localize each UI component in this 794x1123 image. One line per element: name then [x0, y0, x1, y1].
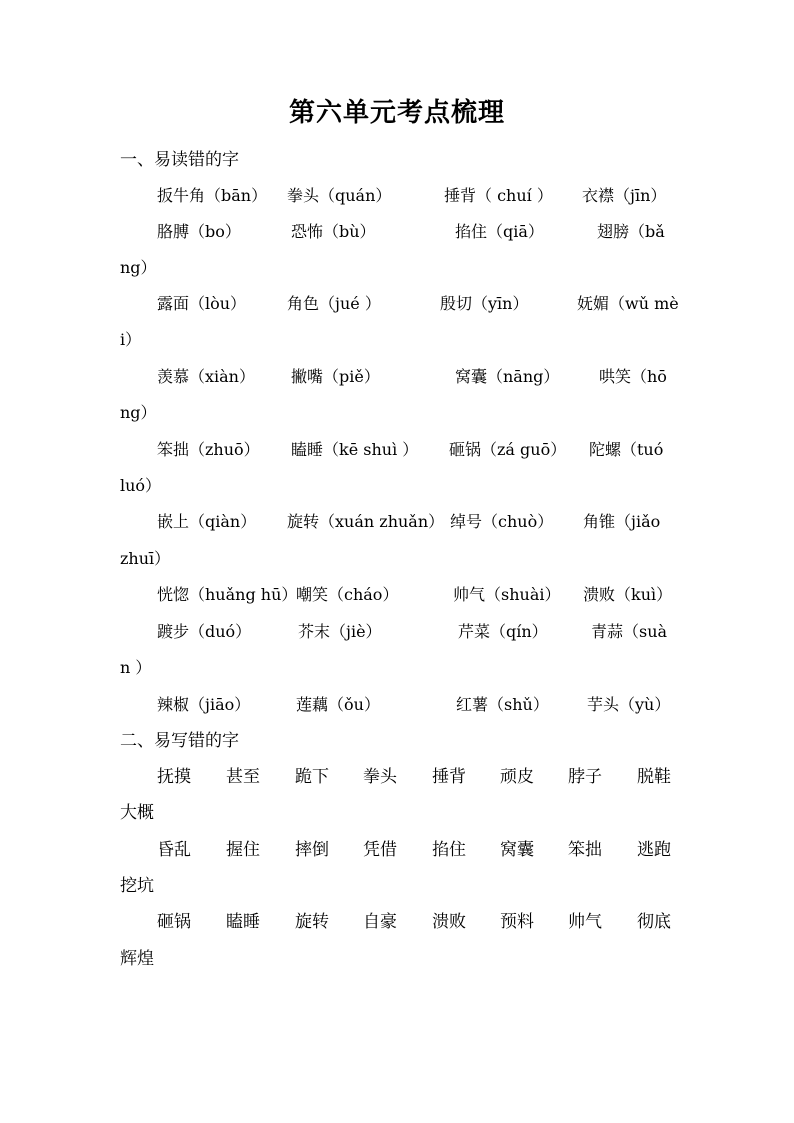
word-entry: 挖坑 [120, 876, 154, 896]
word-entry: 预料 [500, 912, 534, 932]
word-entry: 脱鞋 [637, 767, 671, 787]
section-heading-pronunciation: 一、易读错的字 [120, 150, 239, 170]
pinyin-entry: 芥末（jiè） [298, 622, 382, 641]
word-entry: 砸锅 [157, 912, 191, 932]
pinyin-entry: 陀螺（tuó [589, 440, 664, 459]
pinyin-entry: 砸锅（zá guō） [449, 440, 567, 459]
word-entry: 逃跑 [637, 840, 671, 860]
word-entry: 握住 [226, 840, 260, 860]
pinyin-entry: 窝囊（nāng） [455, 367, 560, 386]
word-entry: 拳头 [363, 767, 397, 787]
pinyin-entry: 露面（lòu） [157, 294, 247, 313]
pinyin-entry: 撇嘴（piě） [291, 367, 380, 386]
pinyin-wrap: luó） [120, 476, 162, 495]
pinyin-entry: 帅气（shuài） [453, 585, 561, 604]
word-entry: 跪下 [295, 767, 329, 787]
pinyin-wrap: n ） [120, 658, 152, 677]
pinyin-entry: 嘲笑（cháo） [296, 585, 399, 604]
pinyin-entry: 瞌睡（kē shuì ） [291, 440, 419, 459]
pinyin-entry: 嵌上（qiàn） [157, 512, 257, 531]
word-entry: 脖子 [568, 767, 602, 787]
word-entry: 笨拙 [568, 840, 602, 860]
pinyin-entry: 踱步（duó） [157, 622, 252, 641]
word-entry: 辉煌 [120, 949, 154, 969]
pinyin-entry: 芋头（yù） [587, 695, 671, 714]
word-entry: 彻底 [637, 912, 671, 932]
word-entry: 凭借 [363, 840, 397, 860]
pinyin-entry: 角色（jué ） [287, 294, 381, 313]
word-entry: 窝囊 [500, 840, 534, 860]
word-entry: 溃败 [432, 912, 466, 932]
pinyin-entry: 扳牛角（bān） [157, 186, 268, 205]
page-title: 第六单元考点梳理 [288, 98, 505, 128]
pinyin-entry: 辣椒（jiāo） [157, 695, 251, 714]
pinyin-entry: 红薯（shǔ） [456, 695, 549, 714]
pinyin-entry: 青蒜（suà [591, 622, 668, 641]
pinyin-entry: 胳膊（bo） [157, 222, 241, 241]
word-entry: 抚摸 [157, 767, 191, 787]
pinyin-entry: 笨拙（zhuō） [157, 440, 260, 459]
word-entry: 帅气 [568, 912, 602, 932]
pinyin-entry: 羡慕（xiàn） [157, 367, 255, 386]
pinyin-entry: 翅膀（bǎ [597, 222, 665, 241]
section-heading-writing: 二、易写错的字 [120, 731, 239, 751]
word-entry: 摔倒 [295, 840, 329, 860]
pinyin-entry: 妩媚（wǔ mè [577, 294, 679, 313]
word-entry: 自豪 [363, 912, 397, 932]
pinyin-entry: 角锥（jiǎo [583, 512, 661, 531]
pinyin-wrap: ng） [120, 403, 157, 422]
pinyin-entry: 恍惚（huǎng hū） [157, 585, 298, 604]
word-entry: 甚至 [226, 767, 260, 787]
word-entry: 顽皮 [500, 767, 534, 787]
pinyin-entry: 拳头（quán） [287, 186, 392, 205]
pinyin-entry: 哄笑（hō [599, 367, 667, 386]
pinyin-entry: 捶背（ chuí ） [444, 186, 553, 205]
pinyin-entry: 衣襟（jīn） [582, 186, 667, 205]
pinyin-entry: 旋转（xuán zhuǎn） [287, 512, 445, 531]
word-entry: 旋转 [295, 912, 329, 932]
pinyin-entry: 绰号（chuò） [450, 512, 554, 531]
pinyin-wrap: ng） [120, 258, 157, 277]
pinyin-entry: 恐怖（bù） [291, 222, 376, 241]
pinyin-entry: 莲藕（ǒu） [296, 695, 380, 714]
pinyin-entry: 掐住（qiā） [455, 222, 544, 241]
pinyin-entry: 溃败（kuì） [583, 585, 673, 604]
word-entry: 昏乱 [157, 840, 191, 860]
word-entry: 捶背 [432, 767, 466, 787]
word-entry: 瞌睡 [226, 912, 260, 932]
pinyin-wrap: i） [120, 330, 142, 349]
word-entry: 掐住 [432, 840, 466, 860]
word-entry: 大概 [120, 803, 154, 823]
pinyin-entry: 殷切（yīn） [440, 294, 529, 313]
pinyin-wrap: zhuī） [120, 549, 171, 568]
pinyin-entry: 芹菜（qín） [458, 622, 548, 641]
